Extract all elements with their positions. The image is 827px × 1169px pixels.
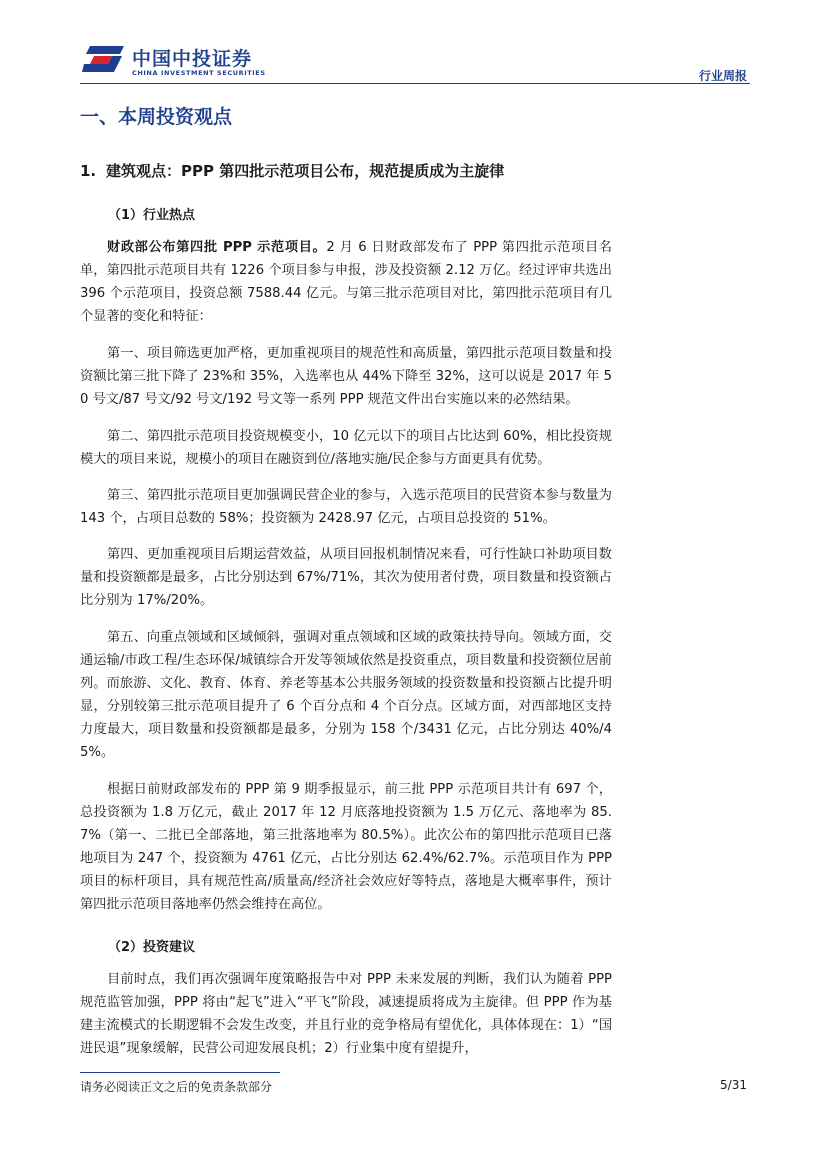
company-logo bbox=[82, 44, 282, 80]
paragraph-1-body: 2 月 6 日财政部发布了 PPP 第四批示范项目名单，第四批示范项目共有 1226 个项目参与申报，涉及投资额 2.12 万亿。经过评审共选出 396 个示范项目，投资总额 7588.44 亿元。与第三批示范项目对比，第四批示范项目有几个显著的变化和特征： bbox=[80, 240, 612, 324]
header-divider bbox=[80, 83, 750, 84]
paragraph-3: 第二、第四批示范项目投资规模变小，10 亿元以下的项目占比达到 60%，相比投资规模大的项目来说，规模小的项目在融资到位/落地实施/民企参与方面更具有优势。 bbox=[80, 429, 612, 467]
subsection-number: 1. bbox=[80, 162, 97, 180]
disclaimer-notice: 请务必阅读正文之后的免责条款部分 bbox=[80, 1080, 273, 1094]
paragraph-6: 第五、向重点领域和区域倾斜，强调对重点领域和区域的政策扶持导向。领域方面，交通运输/市政工程/生态环保/城镇综合开发等领域依然是投资重点，项目数量和投资额位居前列。而旅游、文化、教育、体育、养老等基本公共服务领域的投资数量和投资额占比提升明显，分别较第三批示范项目提升了 6 个百分点和 4 个百分点。区域方面，对西部地区支持力度最大，项目数量和投资额都是最多，分别为 158 个/3431 亿元，占比分别达 40%/45%。 bbox=[80, 630, 612, 760]
logo-chinese-name: 中国中投证券 bbox=[132, 48, 253, 70]
paragraph-1 bbox=[80, 236, 612, 328]
logo-mark-icon bbox=[82, 44, 126, 74]
paragraph-7: 根据日前财政部发布的 PPP 第 9 期季报显示，前三批 PPP 示范项目共计有 697 个，总投资额为 1.8 万亿元，截止 2017 年 12 月底落地投资额为 1.5 万亿元、落地率为 85.7%（第一、二批已全部落地，第三批落地率为 80.5%）。此次公布的第四批示范项目已落地项目为 247 个，投资额为 4761 亿元，占比分别达 62.4%/62.7%。示范项目作为 PPP 项目的标杆项目，具有规范性高/质量高/经济社会效应好等特点，落地是大概率事件，预计第四批示范项目落地率仍然会维持在高位。 bbox=[80, 782, 612, 912]
paragraph-4: 第三、第四批示范项目更加强调民营企业的参与，入选示范项目的民营资本参与数量为 143 个，占项目总数的 58%；投资额为 2428.97 亿元，占项目总投资的 51%。 bbox=[80, 488, 612, 526]
section-title: 一、本周投资观点 bbox=[80, 106, 233, 128]
paragraph-1-lead: 财政部公布第四批 PPP 示范项目。 bbox=[107, 240, 327, 255]
logo-english-name: CHINA INVESTMENT SECURITIES bbox=[132, 69, 266, 77]
paragraph-2: 第一、项目筛选更加严格，更加重视项目的规范性和高质量，第四批示范项目数量和投资额比第三批下降了 23%和 35%，入选率也从 44%下降至 32%，这可以说是 2017 年 50 号文/87 号文/92 号文/192 号文等一系列 PPP 规范文件出台实施以来的必然结果。 bbox=[80, 346, 612, 407]
subsection-title-text: 建筑观点：PPP 第四批示范项目公布，规范提质成为主旋律 bbox=[106, 162, 505, 180]
footer-divider bbox=[80, 1072, 280, 1073]
report-type-label: 行业周报 bbox=[698, 69, 747, 83]
page-number: 5/31 bbox=[720, 1078, 747, 1092]
part2-title: （2）投资建议 bbox=[108, 940, 196, 955]
part1-title: （1）行业热点 bbox=[108, 208, 196, 223]
paragraph-8: 目前时点，我们再次强调年度策略报告中对 PPP 未来发展的判断，我们认为随着 PPP 规范监管加强，PPP 将由“起飞”进入“平飞”阶段，减速提质将成为主旋律。但 PPP 作为基建主流模式的长期逻辑不会发生改变，并且行业的竞争格局有望优化，具体体现在：1）“国进民退”现象缓解，民营公司迎发展良机；2）行业集中度有望提升， bbox=[80, 972, 612, 1056]
subsection-title bbox=[80, 160, 504, 181]
paragraph-5: 第四、更加重视项目后期运营效益，从项目回报机制情况来看，可行性缺口补助项目数量和投资额都是最多，占比分别达到 67%/71%，其次为使用者付费，项目数量和投资额占比分别为 17%/20%。 bbox=[80, 547, 612, 608]
